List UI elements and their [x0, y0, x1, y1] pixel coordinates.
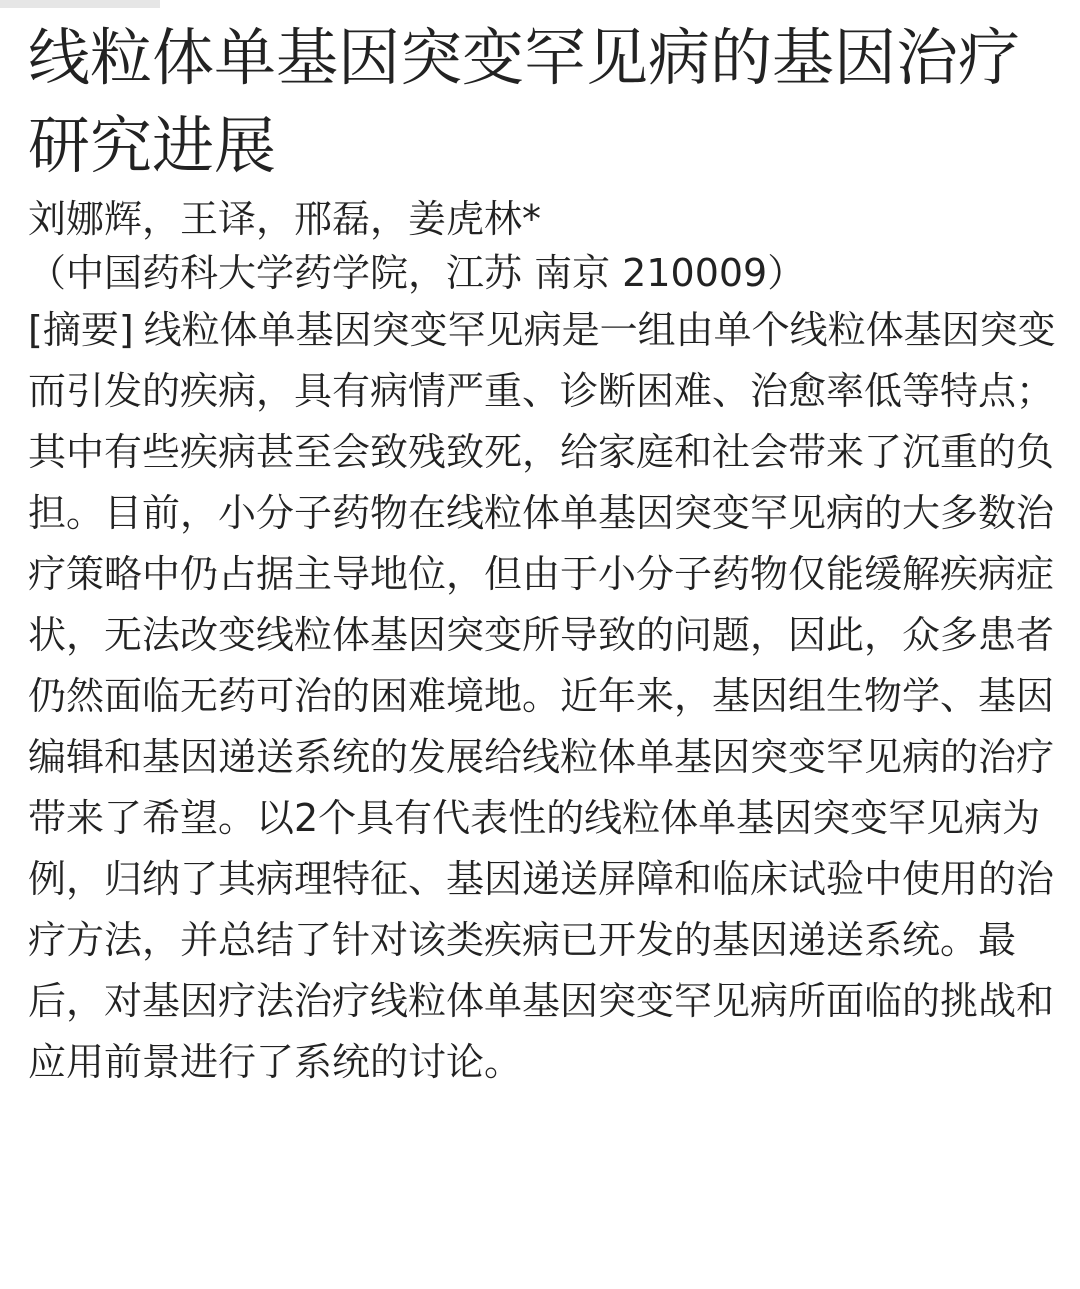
- abstract-label: [摘要]: [28, 308, 134, 352]
- article-title: 线粒体单基因突变罕见病的基因治疗研究进展: [28, 21, 1021, 182]
- abstract-text: 线粒体单基因突变罕见病是一组由单个线粒体基因突变而引发的疾病，具有病情严重、诊断困难、治愈率低等特点；其中有些疾病甚至会致残致死，给家庭和社会带来了沉重的负担。目前，小分子药物在线粒体单基因突变罕见病的大多数治疗策略中仍占据主导地位，但由于小分子药物仅能缓解疾病症状，无法改变线粒体基因突变所导致的问题，因此，众多患者仍然面临无药可治的困难境地。近年来，基因组生物学、基因编辑和基因递送系统的发展给线粒体单基因突变罕见病的治疗带来了希望。以2个具有代表性的线粒体单基因突变罕见病为例，归纳了其病理特征、基因递送屏障和临床试验中使用的治疗方法，并总结了针对该类疾病已开发的基因递送系统。最后，对基因疗法治疗线粒体单基因突变罕见病所面临的挑战和应用前景进行了系统的讨论。: [28, 308, 1056, 1084]
- article-content: [28, 14, 1058, 1093]
- article-authors: 刘娜辉，王译，邢磊，姜虎林*: [28, 197, 542, 241]
- top-strip-decoration: [0, 0, 160, 8]
- article-abstract: [28, 300, 1058, 1093]
- article-affiliation: （中国药科大学药学院，江苏 南京 210009）: [28, 251, 806, 295]
